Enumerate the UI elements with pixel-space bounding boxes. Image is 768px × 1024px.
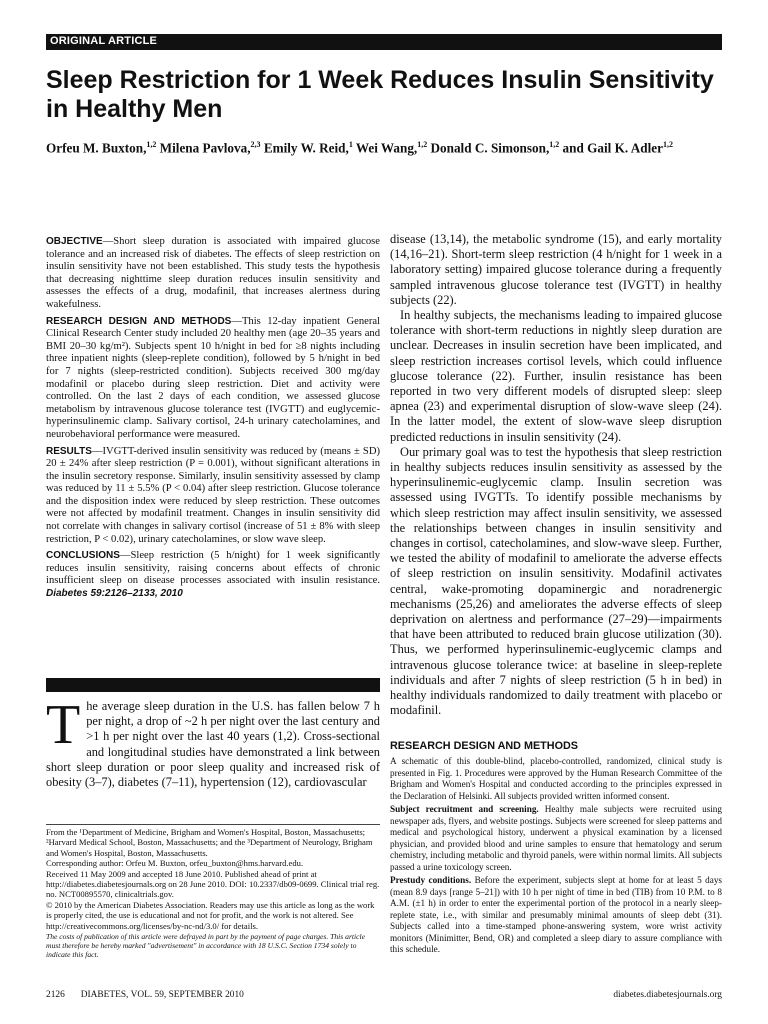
journal-citation: Diabetes 59:2126–2133, 2010 xyxy=(46,588,183,600)
article-type-bar xyxy=(46,34,722,50)
abstract-objective-heading: OBJECTIVE xyxy=(46,236,103,247)
author-affiliation: 1,2 xyxy=(662,140,673,149)
footnote-received: Received 11 May 2009 and accepted 18 June 2010. Published ahead of print at http://diabetes.diabetesjournals.org on 28 June 2010. DOI: 10.2337/db09-0699. Clinical trial reg. no. NCT00895570, clinicaltrials.gov. xyxy=(46,868,380,900)
abstract-results-heading: RESULTS xyxy=(46,445,92,457)
abstract-methods xyxy=(46,316,380,442)
author-affiliation: 1 xyxy=(348,140,353,149)
body-right-column xyxy=(390,232,722,719)
author-name: Emily W. Reid, xyxy=(263,140,349,156)
abstract-conclusions-text: —Sleep restriction (5 h/night) for 1 week significantly reduces insulin sensitivity, raising concerns about effects of chronic insufficient sleep on disease processes associated with insulin resistance. xyxy=(46,550,380,587)
article-type-label: ORIGINAL ARTICLE xyxy=(50,35,158,47)
subsection-heading: Prestudy conditions. xyxy=(390,875,472,885)
subsection-text: Before the experiment, subjects slept at home for at least 5 days (mean 8.9 days [range 5–21]) with 10 h per night of time in bed (TIB) from 10 P.M. to 8 A.M. (±1 h) in order to enter the experimental portion of the protocol in a nearly sleep-replete state, i.e., with similar and presumably minimal amounts of sleep debt (31). Subjects called into a time-stamped phone-answering system, wore wrist activity monitors (Minimitter, Bend, OR) and completed a sleep diary to assure compliance with this schedule. xyxy=(390,875,723,954)
journal-issue: DIABETES, VOL. 59, SEPTEMBER 2010 xyxy=(80,990,244,1000)
abstract-conclusions xyxy=(46,550,380,600)
methods-recruitment xyxy=(390,804,722,873)
footnote-corresponding-author: Corresponding author: Orfeu M. Buxton, orfeu_buxton@hms.harvard.edu. xyxy=(46,858,304,869)
subsection-heading: Subject recruitment and screening. xyxy=(390,804,539,814)
page-footer-left xyxy=(46,990,244,1000)
author-list xyxy=(46,136,726,157)
methods-section xyxy=(390,756,722,958)
abstract-conclusions-heading: CONCLUSIONS xyxy=(46,550,120,562)
author-name: Donald C. Simonson, xyxy=(430,140,550,156)
footnote-copyright: © 2010 by the American Diabetes Association. Readers may use this article as long as the work is properly cited, the use is educational and not for profit, and the work is not altered. See http://creativecommons.org/licenses/by-nc-nd/3.0/ for details. xyxy=(46,899,375,931)
author-name: Wei Wang, xyxy=(355,140,418,156)
subsection-text: Healthy male subjects were recruited using newspaper ads, flyers, and website postings. Subjects were screened for sleep patterns and medical and psychological history, underwent a physical examination by a licensed physician, and provided blood and urine samples to ensure that hematology and serum chemistry, including metabolic and thyroid panels, were within normal limits. All subjects passed a urine toxicology screen. xyxy=(390,804,722,872)
footnotes xyxy=(46,824,380,959)
body-paragraph: Our primary goal was to test the hypothesis that sleep restriction in healthy subjects reduces insulin sensitivity as assessed by the hyperinsulinemic-euglycemic clamp. Insulin secretion was assessed using IVGTTs. To identify possible mechanisms by which sleep restriction may affect insulin sensitivity, we assessed the relationships between changes in insulin sensitivity and changes in cortisol, catecholamines, and slow-wave sleep. Further, we tested the ability of modafinil to ameliorate the adverse effects of sleep restriction on insulin sensitivity. Modafinil activates central, wake-promoting dopaminergic and noradrenergic mechanisms (25,26) and ameliorates the adverse effects of sleep deprivation on alertness and performance (27–29)—impairments that have been attributed to reduced brain glucose utilization (30). Thus, we performed hyperinsulinemic-euglycemic clamps and intravenous glucose tolerance twice: at baseline in sleep-replete individuals and after 7 nights of sleep restriction (5 h in bed) in healthy individuals randomized to daily treatment with placebo or modafinil. xyxy=(390,444,722,718)
journal-website: diabetes.diabetesjournals.org xyxy=(613,990,722,1000)
abstract-methods-text: —This 12-day inpatient General Clinical Research Center study included 20 healthy men (age 20–35 years and BMI 20–30 kg/m²). Subjects spent 10 h/night in bed for ≥8 nights including three inpatient nights (sleep-replete condition), followed by 5 h/night in bed for 7 nights (sleep-restricted condition). Subjects received 300 mg/day modafinil or placebo during sleep restriction. Diet and activity were controlled. On the last 2 days of each condition, we assessed glucose metabolism by intravenous glucose tolerance test (IVGTT) and euglycemic-hyperinsulinemic clamp. Salivary cortisol, 24-h urinary catecholamines, and neurobehavioral performance were measured. xyxy=(46,315,380,440)
page-number: 2126 xyxy=(46,990,65,1000)
methods-intro: A schematic of this double-blind, placebo-controlled, randomized, clinical study is presented in Fig. 1. Procedures were approved by the Human Research Committee of the Brigham and Women's Hospital and conducted according to the principles expressed in the Declaration of Helsinki. All subjects provided written informed consent. xyxy=(390,756,722,801)
section-divider-bar xyxy=(46,678,380,692)
section-heading: RESEARCH DESIGN AND METHODS xyxy=(390,740,578,752)
abstract-results xyxy=(46,446,380,547)
body-paragraph: In healthy subjects, the mechanisms leading to impaired glucose tolerance with short-term reductions in nightly sleep duration are unclear. Decreases in insulin secretion have been implicated, and sleep restriction increases cortisol levels, which could influence glucose tolerance (22). Further, insulin resistance has been reported in two very different models of disrupted sleep: sleep apnea (23) and experimental disruption of slow-wave sleep (24). In the latter model, the extent of slow-wave sleep disruption predicted reductions in insulin sensitivity (24). xyxy=(390,308,722,444)
footnote-affiliations: From the ¹Department of Medicine, Brigham and Women's Hospital, Boston, Massachusetts; ²Harvard Medical School, Boston, Massachusetts; and the ³Department of Neurology, Brigham and Women's Hospital, Boston, Massachusetts. xyxy=(46,827,373,858)
body-paragraph: disease (13,14), the metabolic syndrome (15), and early mortality (14,16–21). Short-term sleep restriction (4 h/night for 1 week in a laboratory setting) impaired glucose tolerance during a frequently sampled intravenous glucose tolerance test (IVGTT) in healthy subjects (22). xyxy=(390,232,722,307)
abstract xyxy=(46,236,380,605)
author-name: Orfeu M. Buxton, xyxy=(46,140,147,156)
author-name: Milena Pavlova, xyxy=(159,140,251,156)
author-name: and Gail K. Adler xyxy=(562,140,663,156)
author-affiliation: 1,2 xyxy=(146,140,157,149)
abstract-objective xyxy=(46,236,380,312)
abstract-results-text: —IVGTT-derived insulin sensitivity was reduced by (means ± SD) 20 ± 24% after sleep restriction (P = 0.001), without significant alterations in the insulin secretory response. Similarly, insulin sensitivity assessed by clamp was reduced by 11 ± 5.5% (P < 0.04) after sleep restriction. Glucose tolerance and the disposition index were reduced by sleep restriction. These outcomes were not affected by modafinil treatment. Changes in insulin sensitivity did not correlate with changes in salivary cortisol (increase of 51 ± 8% with sleep restriction, P < 0.02), urinary catecholamines, or slow wave sleep. xyxy=(46,445,380,545)
introduction-paragraph xyxy=(46,694,380,790)
article-title: Sleep Restriction for 1 Week Reduces Insulin Sensitivity in Healthy Men xyxy=(46,66,714,123)
methods-prestudy xyxy=(390,875,722,956)
drop-cap: T xyxy=(46,694,81,756)
author-affiliation: 1,2 xyxy=(549,140,560,149)
introduction-text: he average sleep duration in the U.S. has fallen below 7 h per night, a drop of ~2 h per night over the last century and >1 h per night over the last 40 years (1,2). Cross-sectional and longitudinal studies have demonstrated a link between short sleep duration or poor sleep quality and increased risk of obesity (3–7), diabetes (7–11), hypertension (12), cardiovascular xyxy=(46,699,380,790)
footnote-publication-costs: The costs of publication of this article were defrayed in part by the payment of page charges. This article must therefore be hereby marked "advertisement" in accordance with 18 U.S.C. Section 1734 solely to indicate this fact. xyxy=(46,932,365,960)
abstract-methods-heading: RESEARCH DESIGN AND METHODS xyxy=(46,315,232,327)
author-affiliation: 1,2 xyxy=(417,140,428,149)
abstract-objective-text: —Short sleep duration is associated with impaired glucose tolerance and an increased risk of diabetes. The effects of sleep restriction on insulin sensitivity have not been established. This study tests the hypothesis that decreasing nighttime sleep duration reduces insulin sensitivity and assesses the effects of a drug, modafinil, that increases alertness during wakefulness. xyxy=(46,236,380,310)
author-affiliation: 2,3 xyxy=(250,140,261,149)
